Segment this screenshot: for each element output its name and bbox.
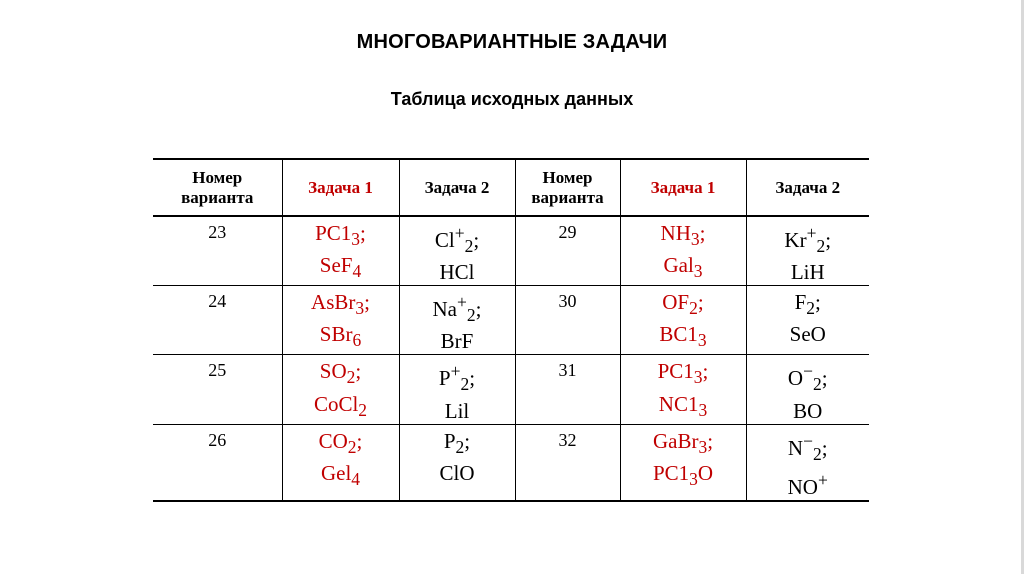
task1-cell (282, 355, 399, 424)
task2-formula: $O^-_2$; (787, 361, 828, 395)
task1-formula: Gel$_4$ (320, 460, 361, 489)
task2-formula: HCl (439, 260, 475, 285)
page-title: МНОГОВАРИАНТНЫЕ ЗАДАЧИ (356, 31, 668, 53)
variant-number: 25 (153, 355, 282, 424)
task2-cell (746, 424, 869, 501)
header-task1-left: Задача 1 (282, 159, 399, 216)
task1-formula: $NH_3$; (660, 221, 706, 250)
task1-formula: Gal$_3$ (663, 253, 703, 282)
task2-formula: ClO (439, 460, 475, 485)
task2-formula: BrF (440, 329, 474, 354)
task1-formula: CoCl$_2$ (313, 391, 368, 420)
task2-cell (746, 355, 869, 424)
source-data-table (153, 158, 869, 502)
task2-formula: $F_2$; (794, 290, 821, 319)
header-row (153, 159, 869, 216)
header-task1-right: Задача 1 (620, 159, 746, 216)
task1-formula: $PC1_3$; (315, 221, 366, 250)
task2-formula: $Na^+_2$; (432, 292, 482, 326)
variant-number: 24 (153, 286, 282, 355)
task1-formula: SeF$_4$ (319, 253, 362, 282)
task2-formula: LiH (790, 260, 825, 285)
task2-formula: Lil (444, 398, 470, 423)
header-task2-left: Задача 2 (399, 159, 515, 216)
task1-cell (620, 216, 746, 286)
task2-cell (399, 286, 515, 355)
variant-number: 30 (515, 286, 620, 355)
task1-formula: $OF_2$; (662, 290, 704, 319)
task1-cell (620, 286, 746, 355)
task2-formula: NO+ (787, 469, 828, 499)
variant-number: 26 (153, 424, 282, 501)
variant-number: 32 (515, 424, 620, 501)
header-variant-left (153, 159, 282, 216)
task1-formula: $BC1_3$ (659, 322, 707, 351)
task1-formula: $CO_2$; (318, 428, 363, 457)
variant-number: 23 (153, 216, 282, 286)
header-variant-line1: Номер (192, 167, 243, 187)
task2-formula: $N^-_2$; (787, 430, 828, 464)
header-task2-right: Задача 2 (746, 159, 869, 216)
task1-formula: $PC1_3O$ (652, 460, 714, 489)
task1-cell (620, 424, 746, 501)
task2-cell (746, 216, 869, 286)
task2-formula: $P_2$; (443, 428, 471, 457)
task1-formula: GaBr$_3$; (652, 428, 714, 457)
variant-number: 31 (515, 355, 620, 424)
task2-cell (399, 216, 515, 286)
task1-cell (282, 286, 399, 355)
task2-cell (399, 424, 515, 501)
task2-formula: $P^+_2$; (438, 361, 476, 395)
table-row (153, 216, 869, 286)
table-row (153, 286, 869, 355)
page-subtitle: Таблица исходных данных (390, 89, 634, 109)
task1-formula: SBr$_6$ (319, 322, 362, 351)
variant-number: 29 (515, 216, 620, 286)
task2-formula: $Cl^+_2$; (434, 223, 480, 257)
task2-cell (399, 355, 515, 424)
task2-cell (746, 286, 869, 355)
header-variant-right (515, 159, 620, 216)
task2-formula: SeO (789, 322, 826, 347)
task1-formula: $SO_2$; (319, 359, 362, 388)
task1-formula: $NC1_3$ (658, 391, 708, 420)
task2-formula: BO (793, 398, 823, 423)
task2-formula: $Kr^+_2$; (784, 223, 832, 257)
task1-cell (282, 216, 399, 286)
header-variant-line1: Номер (542, 167, 593, 187)
header-variant-line2: варианта (181, 187, 254, 207)
task1-formula: $PC1_3$; (657, 359, 709, 388)
task1-formula: AsBr$_3$; (311, 290, 370, 319)
task1-cell (620, 355, 746, 424)
table-row (153, 424, 869, 501)
task1-cell (282, 424, 399, 501)
header-variant-line2: варианта (531, 187, 604, 207)
table-row (153, 355, 869, 424)
